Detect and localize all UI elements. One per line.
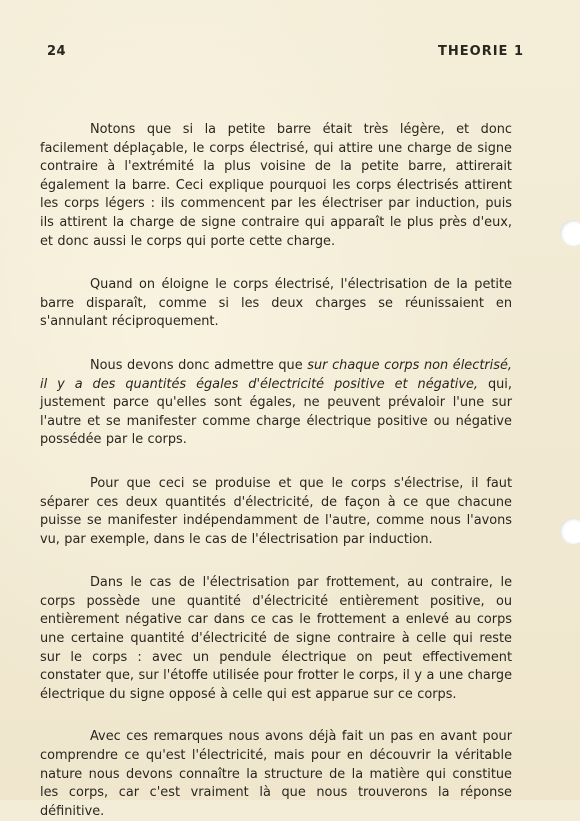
body-text [40, 121, 512, 821]
paragraph-equal-quantities-emphasis: sur chaque corps non électrisé, il y a des quantités égales d'électricité positive et négative, [40, 357, 513, 392]
paragraph-equal-quantities-lead: Nous devons donc admettre que [90, 357, 308, 373]
paragraph-equal-quantities-tail: qui, justement parce qu'elles sont égales, ne peuvent prévaloir l'une sur l'autre et se manifester comme charge électrique positive ou négative possédée par le corps. [40, 376, 512, 448]
paragraph-friction: Dans le cas de l'électrisation par frottement, au contraire, le corps possède une quantité d'électricité entièrement positive, ou entièrement négative car dans ce cas le frottement a enlevé au corps une certaine quantité d'électricité de signe contraire à celle qui reste sur le corps : avec un pendule électrique on peut effectivement constater que, sur l'étoffe utilisée pour frotter le corps, il y a une charge électrique du signe opposé à celle qui est apparue sur ce corps. [40, 575, 512, 702]
paragraph-equal-quantities [40, 357, 512, 450]
paragraph-induction-attraction: Notons que si la petite barre était très légère, et donc facilement déplaçable, le corps électrisé, qui attire une charge de signe contraire à l'extrémité la plus voisine de la petite barre, attirerait également la barre. Ceci explique pourquoi les corps électrisés attirent les corps légers : ils commencent par les électriser par induction, puis ils attirent la charge de signe contraire qui apparaît le plus près d'eux, et donc aussi le corps qui porte cette charge. [40, 122, 512, 249]
punch-hole-bottom [560, 518, 580, 544]
paragraph-separation: Pour que ceci se produise et que le corps s'électrise, il faut séparer ces deux quantités d'électricité, de façon à ce que chacune puisse se manifester indépendamment de l'autre, comme nous l'avons vu, par exemple, dans le cas de l'électrisation par induction. [40, 475, 512, 547]
running-head: THEORIE 1 [438, 44, 524, 59]
page-header [0, 44, 580, 64]
paragraph-conclusion: Avec ces remarques nous avons déjà fait un pas en avant pour comprendre ce qu'est l'électricité, mais pour en découvrir la véritable nature nous devons connaître la structure de la matière qui constitue les corps, car c'est vraiment là que nous trouverons la réponse définitive. [40, 729, 512, 819]
punch-hole-top [560, 220, 580, 246]
page-number: 24 [47, 44, 67, 59]
paragraph-charge-disappearance: Quand on éloigne le corps électrisé, l'électrisation de la petite barre disparaît, comme si les deux charges se réunissaient en s'annulant réciproquement. [40, 277, 512, 330]
